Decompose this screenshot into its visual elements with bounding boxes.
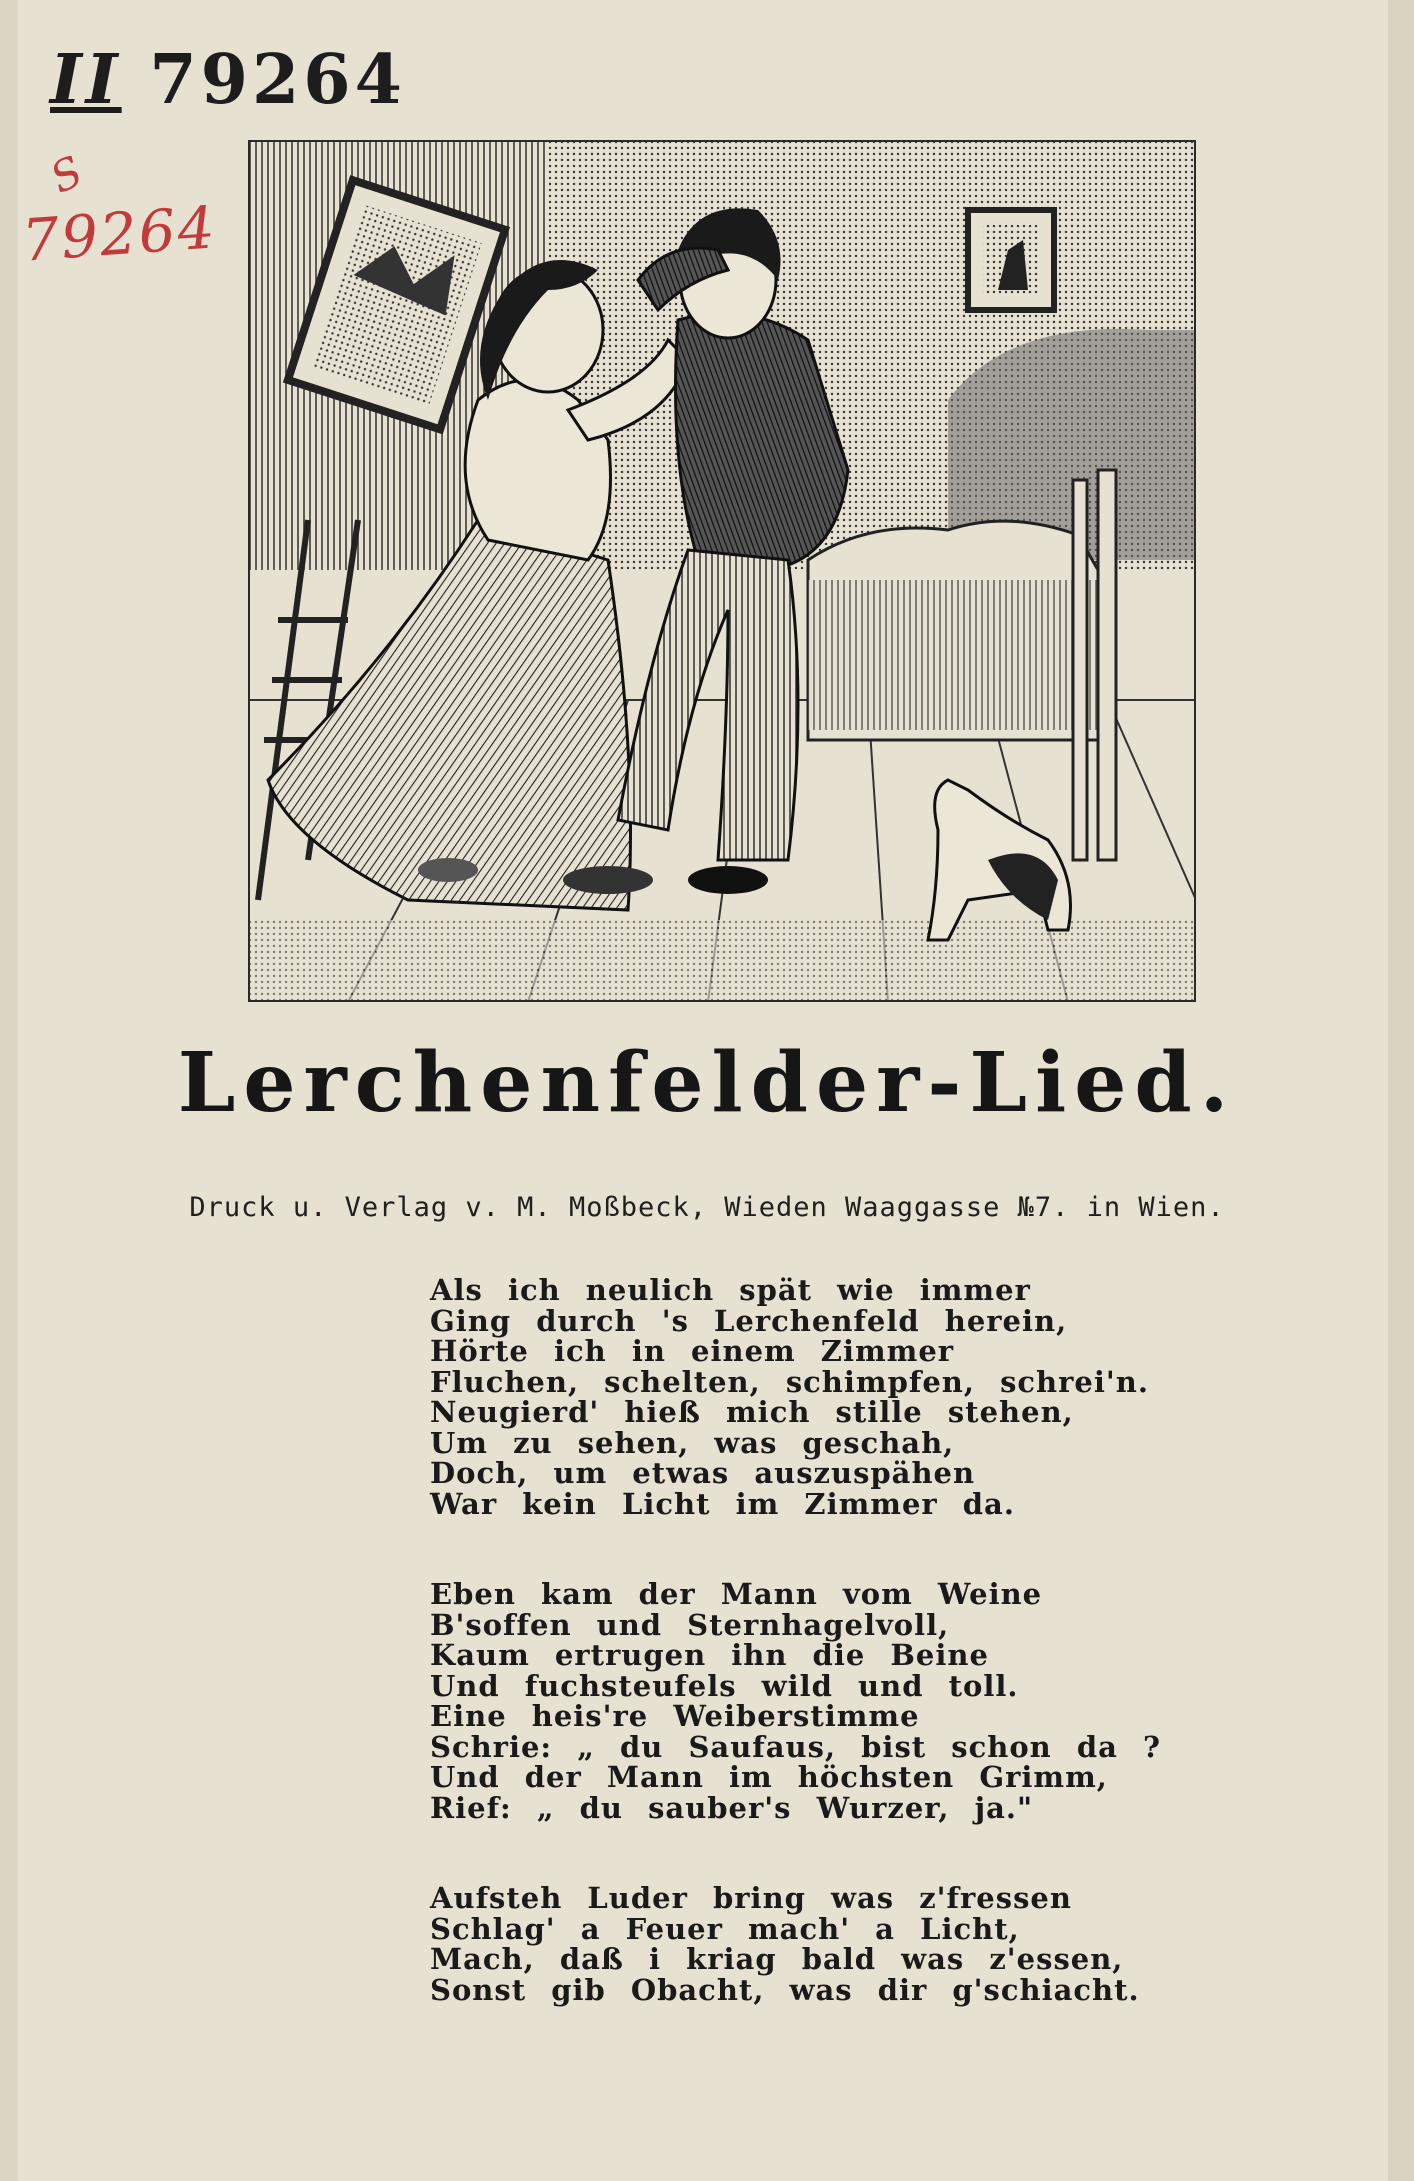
lyric-line: B'soffen und Sternhagelvoll, (430, 1607, 950, 1642)
lyric-line: Hörte ich in einem Zimmer (430, 1334, 955, 1368)
stanza-1 (430, 1273, 1149, 1521)
shelfmark-number: 79264 (149, 40, 406, 120)
shelfmark-roman: II (50, 40, 122, 120)
lyric-line: Fluchen, schelten, schimpfen, schrei'n. (430, 1364, 1149, 1399)
lyric-line: Kaum ertrugen ihn die Beine (430, 1638, 989, 1672)
engraving-illustration (248, 140, 1196, 1002)
stanza-3 (430, 1881, 1140, 2007)
song-lyrics (430, 1273, 1162, 2065)
lyric-line: Schrie: „ du Saufaus, bist schon da ? (430, 1729, 1162, 1764)
lyric-line: War kein Licht im Zimmer da. (430, 1486, 1015, 1521)
lyric-line: Und der Mann im höchsten Grimm, (430, 1760, 1108, 1794)
lyric-line: Rief: „ du sauber's Wurzer, ja." (430, 1790, 1034, 1825)
stanza-2 (430, 1577, 1162, 1825)
lyric-line: Schlag' a Feuer mach' a Licht, (430, 1911, 1020, 1946)
lyric-line: Und fuchsteufels wild und toll. (430, 1668, 1019, 1703)
lyric-line: Um zu sehen, was geschah, (430, 1425, 955, 1460)
lyric-line: Aufsteh Luder bring was z'fressen (430, 1881, 1072, 1915)
lyric-line: Doch, um etwas auszuspähen (430, 1456, 976, 1490)
library-shelfmark (50, 40, 406, 120)
handwritten-mark: S (42, 146, 90, 203)
lyric-line: Mach, daß i kriag bald was z'essen, (430, 1942, 1124, 1976)
lyric-line: Neugierd' hieß mich stille stehen, (430, 1395, 1074, 1429)
handwritten-number: 79264 (19, 193, 219, 275)
lyric-line: Ging durch 's Lerchenfeld herein, (430, 1303, 1068, 1338)
song-title: Lerchenfelder-Lied. (177, 1035, 1237, 1131)
lyric-line: Sonst gib Obacht, was dir g'schiacht. (430, 1972, 1140, 2007)
lyric-line: Als ich neulich spät wie immer (430, 1273, 1031, 1307)
lyric-line: Eben kam der Mann vom Weine (430, 1577, 1043, 1611)
lyric-line: Eine heis're Weiberstimme (430, 1699, 920, 1733)
publisher-imprint: Druck u. Verlag v. M. Moßbeck, Wieden Waaggasse №7. in Wien. (189, 1192, 1225, 1223)
